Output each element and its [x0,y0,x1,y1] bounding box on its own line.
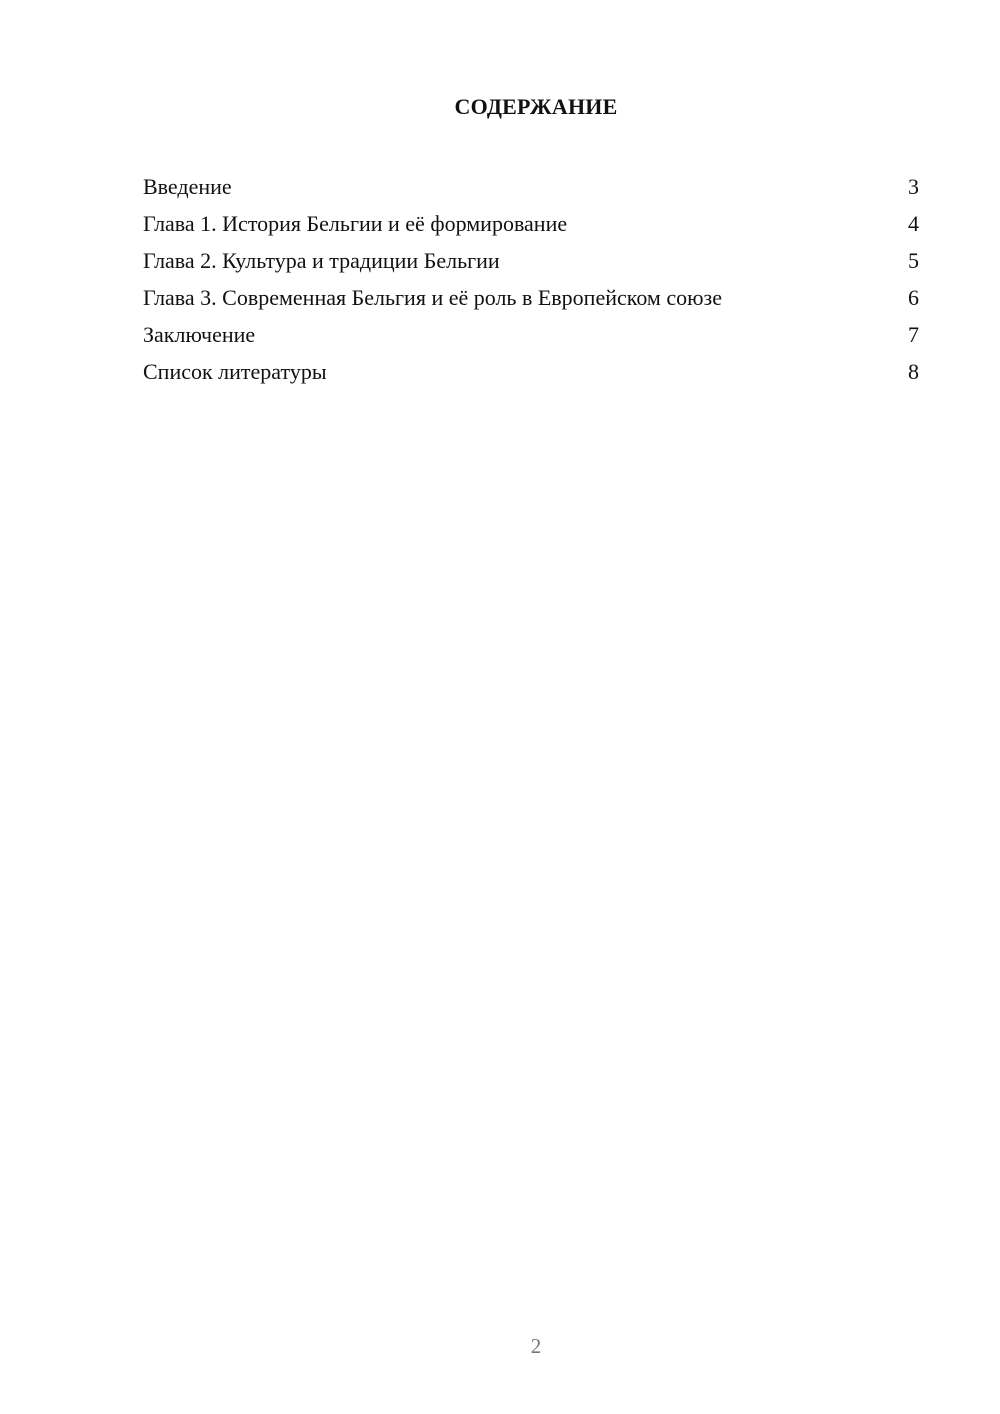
toc-entry-chapter-3[interactable] [143,279,919,316]
toc-entry-label: Глава 2. Культура и традиции Бельгии [143,248,500,273]
toc-entry-chapter-1[interactable] [143,205,919,242]
toc-entry-page: 8 [908,359,919,384]
toc-entry-label: Глава 3. Современная Бельгия и её роль в Европейском союзе [143,285,722,310]
toc-entry-label: Глава 1. История Бельгии и её формирование [143,211,568,236]
toc-entry-label: Заключение [143,322,256,347]
toc-entry-page: 7 [908,322,919,347]
toc-entry-chapter-2[interactable] [143,242,919,279]
toc-entry-introduction[interactable] [143,168,919,205]
toc-title: СОДЕРЖАНИЕ [454,94,618,119]
toc-entry-page: 6 [908,285,919,310]
toc-entry-references[interactable] [143,353,919,390]
toc-entry-page: 3 [908,174,919,199]
toc-entry-page: 4 [908,211,919,236]
page-number: 2 [530,1334,542,1358]
toc-entry-conclusion[interactable] [143,316,919,353]
toc-entry-label: Введение [143,174,232,199]
toc-entry-page: 5 [908,248,919,273]
table-of-contents [143,168,919,390]
toc-entry-label: Список литературы [143,359,327,384]
